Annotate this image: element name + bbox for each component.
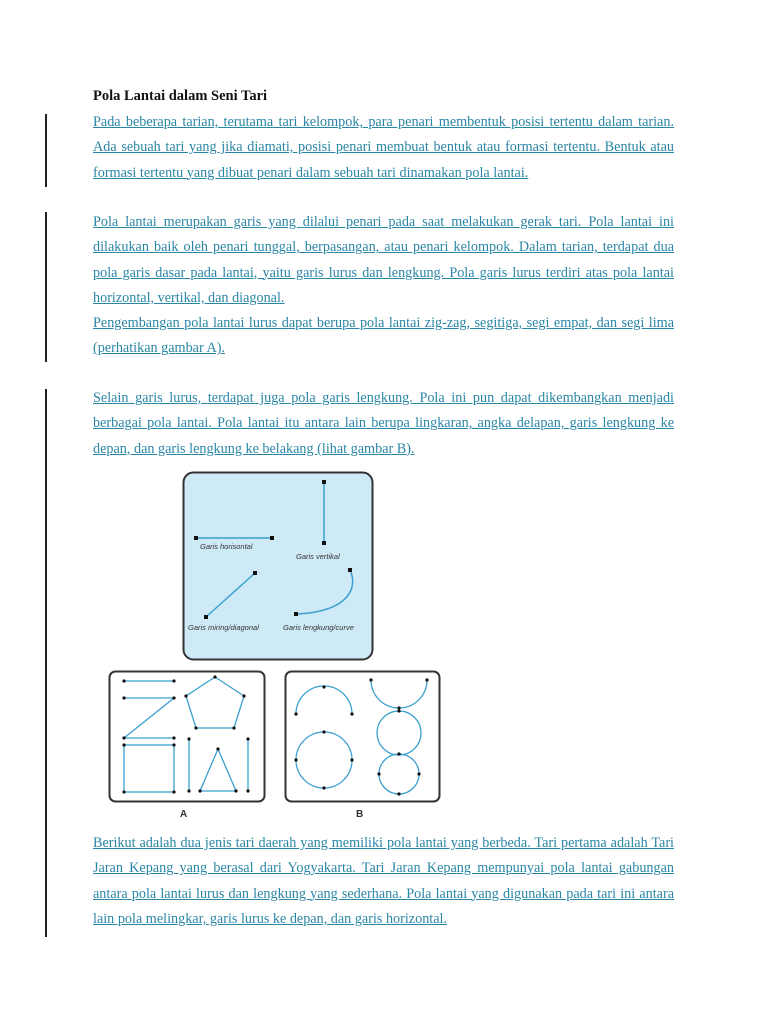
paragraph: Berikut adalah dua jenis tari daerah yang memiliki pola lantai yang berbeda. Tari pertama adalah Tari Jaran Kepang yang berasal dari Yogyakarta. Tari Jaran Kepang mempunyai pola lantai gabungan antara pola lantai lurus dan lengkung yang sederhana. Pola lantai yang digunakan pada tari ini antara lain pola melingkar, garis lurus ke depan, dan garis horizontal. — [93, 835, 674, 927]
margin-bar — [45, 389, 47, 937]
horizontal-label: Garis horisontal — [200, 542, 253, 551]
margin-bar — [45, 212, 47, 362]
margin-bar — [45, 114, 47, 187]
paragraph: Selain garis lurus, terdapat juga pola garis lengkung. Pola ini pun dapat dikembangkan menjadi berbagai pola lantai. Pola lantai itu antara lain berupa lingkaran, angka delapan, garis lengkung ke depan, dan garis lengkung ke belakang (lihat gambar B). — [93, 390, 674, 457]
paragraph: Pengembangan pola lantai lurus dapat berupa pola lantai zig-zag, segitiga, segi empat, dan segi lima (perhatikan gambar A). — [93, 315, 674, 357]
diagonal-label: Garis miring/diagonal — [188, 623, 259, 632]
figure-a-label: A — [180, 809, 188, 820]
vertical-label: Garis vertikal — [296, 552, 340, 561]
paragraph: Pada beberapa tarian, terutama tari kelompok, para penari membentuk posisi tertentu dalam tarian. Ada sebuah tari yang jika diamati, posisi penari membuat bentuk atau formasi tertentu. Bentuk atau formasi tertentu yang dibuat penari dalam sebuah tari dinamakan pola lantai. — [93, 114, 674, 181]
figure-a-straight-patterns — [108, 670, 266, 822]
figure-b-curved-patterns — [284, 670, 442, 822]
page-title: Pola Lantai dalam Seni Tari — [93, 88, 268, 104]
figure-b-label: B — [356, 809, 364, 820]
paragraph: Pola lantai merupakan garis yang dilalui penari pada saat melakukan gerak tari. Pola lantai ini dilakukan baik oleh penari tunggal, berpasangan, atau penari kelompok. Dalam tarian, terdapat dua pola garis dasar pada lantai, yaitu garis lurus dan lengkung. Pola garis lurus terdiri atas pola lantai horizontal, vertikal, dan diagonal. — [93, 214, 674, 306]
curve-label: Garis lengkung/curve — [283, 623, 354, 632]
line-types-figure — [182, 471, 374, 661]
